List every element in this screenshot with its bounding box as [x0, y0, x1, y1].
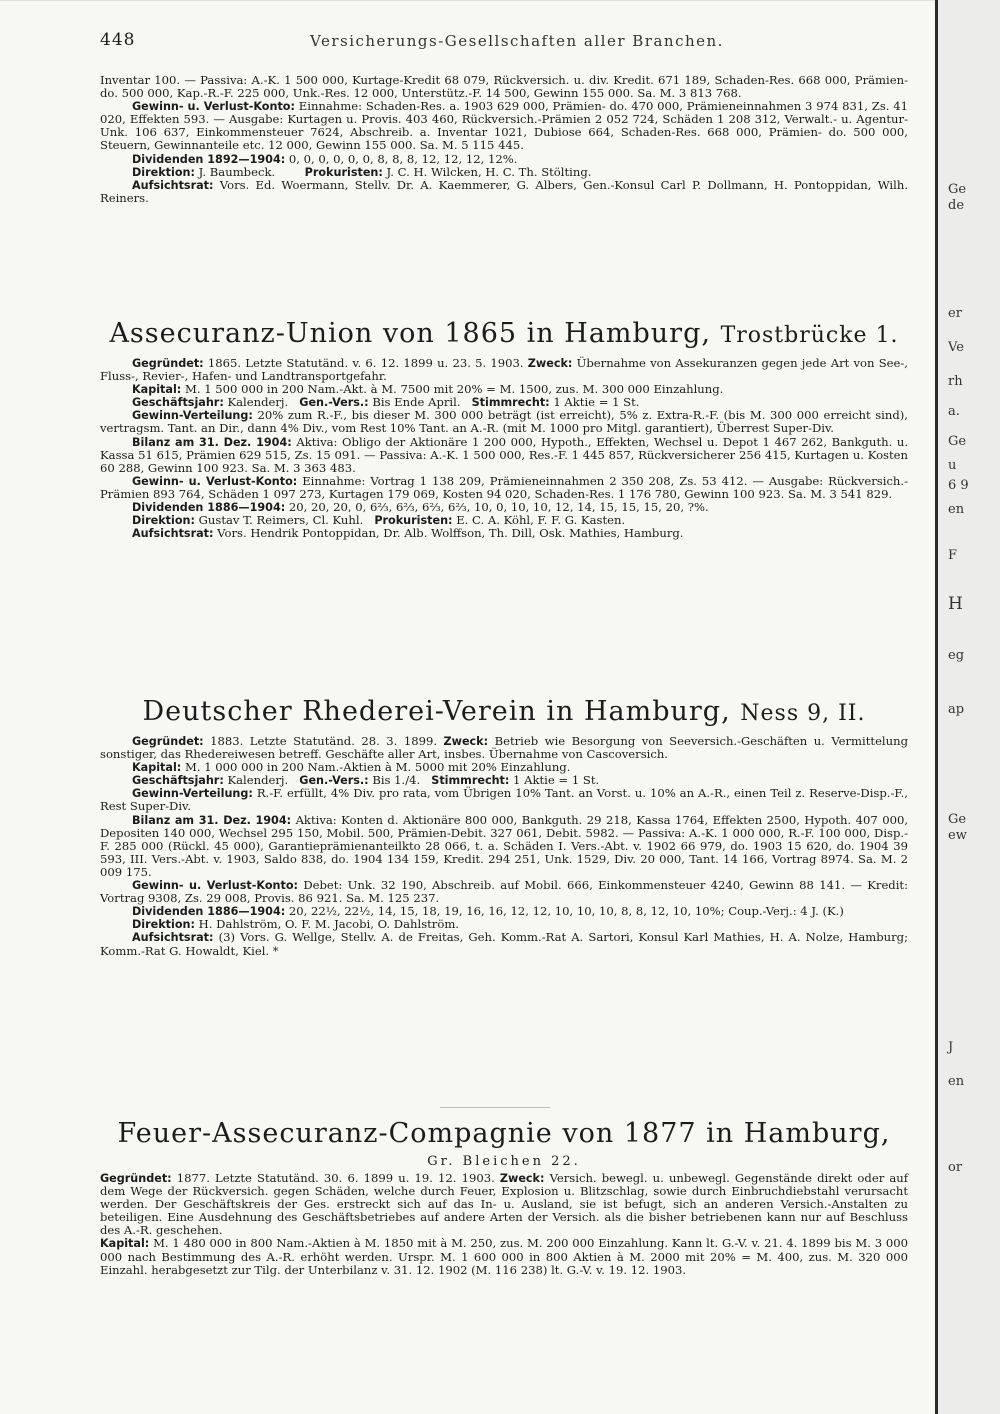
direktion-paragraph: Direktion: J. Baumbeck. Prokuristen: J. C. H. Wilcken, H. C. Th. Stölting. [132, 164, 592, 179]
gutter-fragment: Ge [948, 182, 967, 197]
gutter-fragment: Ge [948, 434, 967, 449]
section-divider [440, 1107, 550, 1108]
dividends-paragraph: Dividenden 1892—1904: 0, 0, 0, 0, 0, 0, 8, 8, 8, 12, 12, 12, 12%. [132, 151, 518, 166]
passiva-paragraph: Inventar 100. — Passiva: A.-K. 1 500 000, Kurtage-Kredit 68 079, Rückversich. u. div. Kredit. 671 189, Schaden-Res. 668 000, Prämien- do. 500 000, Kap.-R.-F. 225 000, Unk.-Res. 12 000, Unterstütz.-F. 14 500, Gewinn 155 000. Sa. M. 3 813 768. [100, 73, 908, 101]
gutter-fragment: ap [948, 702, 965, 717]
aufsichtsrat-paragraph: Aufsichtsrat: Vors. Ed. Woermann, Stellv. Dr. A. Kaemmerer, G. Albers, Gen.-Konsul Carl P. Dollmann, H. Pontoppidan, Wilh. Reiners. [100, 177, 909, 205]
gutter-fragment: u [948, 458, 957, 473]
page-top-edge [0, 0, 935, 1]
adjacent-page-edge [935, 0, 1000, 1414]
section-title-feuer-assecuranz: Feuer-Assecuranz-Compagnie von 1877 in Hamburg, [117, 1118, 891, 1149]
gutter-fragment: er [948, 306, 962, 321]
gutter-fragment: a. [948, 404, 960, 419]
gutter-fragment: en [948, 1074, 965, 1089]
gutter-fragment: 6 9 [948, 478, 969, 493]
gutter-fragment: de [948, 198, 965, 213]
section-title-assecuranz-union: Assecuranz-Union von 1865 in Hamburg, Trostbrücke 1. [109, 318, 899, 349]
gutter-fragment: en [948, 502, 965, 517]
section-continuation [100, 74, 908, 205]
gutter-fragment: ew [948, 828, 967, 843]
page-header [100, 30, 910, 54]
guv-paragraph: Gewinn- u. Verlust-Konto: Einnahme: Schaden-Res. a. 1903 629 000, Prämien- do. 470 000, Prämieneinnahmen 3 974 831, Zs. 41 020, Effekten 593. — Ausgabe: Kurtagen u. Provis. 403 460, Rückversich.-Prämien 2 052 724, Schäden 1 208 312, Verwalt.- u. Agentur-Unk. 106 637, Einkommensteuer 7624, Abschreib. a. Inventar 1021, Dubiose 664, Schaden-Res. 668 000, Prämien- do. 500 000, Steuern, Gewinnanteile etc. 12 000, Gewinn 155 000. Sa. M. 5 115 445. [100, 99, 909, 153]
section-title-rhederei-verein: Deutscher Rhederei-Verein in Hamburg, Ness 9, II. [142, 696, 866, 727]
section-rhederei-verein: Gegründet: 1883. Letzte Statutänd. 28. 3. 1899. Zweck: Betrieb wie Besorgung von Seeversich.-Geschäften u. Vermittelung sonstiger, das Rhedereiwesen betreff. Geschäfte aller Art, insbes. Übernahme von Cascoversich. Kapital: M. 1 000 000 in 200 Nam.-Aktien à M. 5000 mit 20% Einzahlung. Geschäftsjahr: Kalenderj. Gen.-Vers.: Bis 1./4. Stimmrecht: 1 Aktie = 1 St. Gewinn-Verteilung: R.-F. erfüllt, 4% Div. pro rata, vom Übrigen 10% Tant. an Vorst. u. 10% an A.-R., einen Teil z. Reserve-Disp.-F., Rest Super-Div. Bilanz am 31. Dez. 1904: Aktiva: Konten d. Aktionäre 800 000, Bankguth. 29 218, Kassa 1764, Effekten 2500, Hypoth. 407 000, Depositen 140 000, Wechsel 295 150, Mobil. 500, Prämien-Debit. 327 061, Debit. 5982. — Passiva: A.-K. 1 000 000, R.-F. 100 000, Disp.-F. 285 000 (Rückl. 45 000), Garantieprämienanteilkto 28 066, t. a. Schäden I. Vers.-Abt. v. 1902 66 979, do. 1903 15 620, do. 1904 39 593, III. Vers.-Abt. v. 1903, Saldo 838, do. 1904 134 159, Kredit. 294 251, Unk. 1529, Div. 20 000, Tant. 14 166, Vortrag 8974. Sa. M. 2 009 175. Gewinn- u. Verlust-Konto: Debet: Unk. 32 190, Abschreib. auf Mobil. 666, Einkommensteuer 4240, Gewinn 88 141. — Kredit: Vortrag 9308, Zs. 29 008, Provis. 86 921. Sa. M. 125 237. Dividenden 1886—1904: 20, 22½, 22½, 14, 15, 18, 19, 16, 16, 12, 12, 10, 10, 10, 8, 8, 12, 10, 10%; Coup.-Verj.: 4 J. (K.) Direktion: H. Dahlström, O. F. M. Jacobi, O. Dahlström. Aufsichtsrat: (3) Vors. G. Wellge, Stellv. A. de Freitas, Geh. Komm.-Rat A. Sartori, Konsul Karl Mathies, H. A. Nolze, Hamburg; Komm.-Rat G. Howaldt, Kiel. * [100, 734, 909, 958]
section-address-feuer-assecuranz: Gr. Bleichen 22. [427, 1154, 581, 1169]
gutter-fragment: Ge [948, 812, 967, 827]
gutter-fragment: Ve [948, 340, 964, 355]
gutter-fragment: or [948, 1160, 963, 1175]
gutter-fragment: H [948, 594, 963, 614]
running-title: Versicherungs-Gesellschaften aller Branchen. [310, 32, 724, 50]
section-assecuranz-union: Gegründet: 1865. Letzte Statutänd. v. 6. 12. 1899 u. 23. 5. 1903. Zweck: Übernahme von Assekuranzen gegen jede Art von See-, Fluss-, Revier-, Hafen- und Landtransportgefahr. Kapital: M. 1 500 000 in 200 Nam.-Akt. à M. 7500 mit 20% = M. 1500, zus. M. 300 000 Einzahlung. Geschäftsjahr: Kalenderj. Gen.-Vers.: Bis Ende April. Stimmrecht: 1 Aktie = 1 St. Gewinn-Verteilung: 20% zum R.-F., bis dieser M. 300 000 beträgt (ist erreicht), 5% z. Extra-R.-F. (bis M. 300 000 erreicht sind), vertragsm. Tant. an Dir., dann 4% Div., vom Rest 10% Tant. an A.-R. (mit M. 1000 pro Mitgl. garantiert), Überrest Super-Div. Bilanz am 31. Dez. 1904: Aktiva: Obligo der Aktionäre 1 200 000, Hypoth., Effekten, Wechsel u. Depot 1 467 262, Bankguth. u. Kassa 51 615, Prämien 629 515, Zs. 15 091. — Passiva: A.-K. 1 500 000, Res.-F. 1 445 857, Rückversicherer 256 415, Kurtagen u. Kosten 60 288, Gewinn 100 923. Sa. M. 3 363 483. Gewinn- u. Verlust-Konto: Einnahme: Vortrag 1 138 209, Prämieneinnahmen 2 350 208, Zs. 53 412. — Ausgabe: Rückversich.-Prämien 893 764, Schäden 1 097 273, Kurtagen 179 069, Kosten 94 020, Schaden-Res. 1 176 780, Gewinn 100 923. Sa. M. 3 541 829. Dividenden 1886—1904: 20, 20, 20, 0, 6⅔, 6⅔, 6⅔, 6⅔, 10, 0, 10, 10, 12, 14, 15, 15, 15, 20, ?%. Direktion: Gustav T. Reimers, Cl. Kuhl. Prokuristen: E. C. A. Köhl, F. F. G. Kasten. Aufsichtsrat: Vors. Hendrik Pontoppidan, Dr. Alb. Wolffson, Th. Dill, Osk. Mathies, Hamburg. [100, 356, 909, 541]
gutter-fragment: eg [948, 648, 965, 663]
gutter-fragment: J [948, 1040, 954, 1055]
gutter-fragment: F [948, 548, 958, 563]
page-number: 448 [100, 30, 136, 50]
gutter-fragment: rh [948, 374, 963, 389]
section-feuer-assecuranz: Gegründet: 1877. Letzte Statutänd. 30. 6. 1899 u. 19. 12. 1903. Zweck: Versich. bewegl. u. unbewegl. Gegenstände direkt oder auf dem Wege der Rückversich. gegen Schäden, welche durch Feuer, Explosion u. Blitzschlag, sowie durch Einbruchdiebstahl verursacht werden. Der Geschäftskreis der Ges. erstreckt sich auf das In- u. Ausland, sie ist befugt, sich an anderen Versich.-Anstalten zu beteiligen. Eine Ausdehnung des Geschäftsbetriebes auf andere Arten der Versich. als die bisher betriebenen kann nur auf Beschluss des A.-R. geschehen. Kapital: M. 1 480 000 in 800 Nam.-Aktien à M. 1850 mit à M. 250, zus. M. 200 000 Einzahlung. Kann lt. G.-V. v. 21. 4. 1899 bis M. 3 000 000 nach Bestimmung des A.-R. erhöht werden. Urspr. M. 1 600 000 in 800 Aktien à M. 2000 mit 20% = M. 400, zus. M. 320 000 Einzahl. herabgesetzt zur Tilg. der Unterbilanz v. 31. 12. 1902 (M. 116 238) lt. G.-V. v. 19. 12. 1903. [100, 1171, 909, 1277]
